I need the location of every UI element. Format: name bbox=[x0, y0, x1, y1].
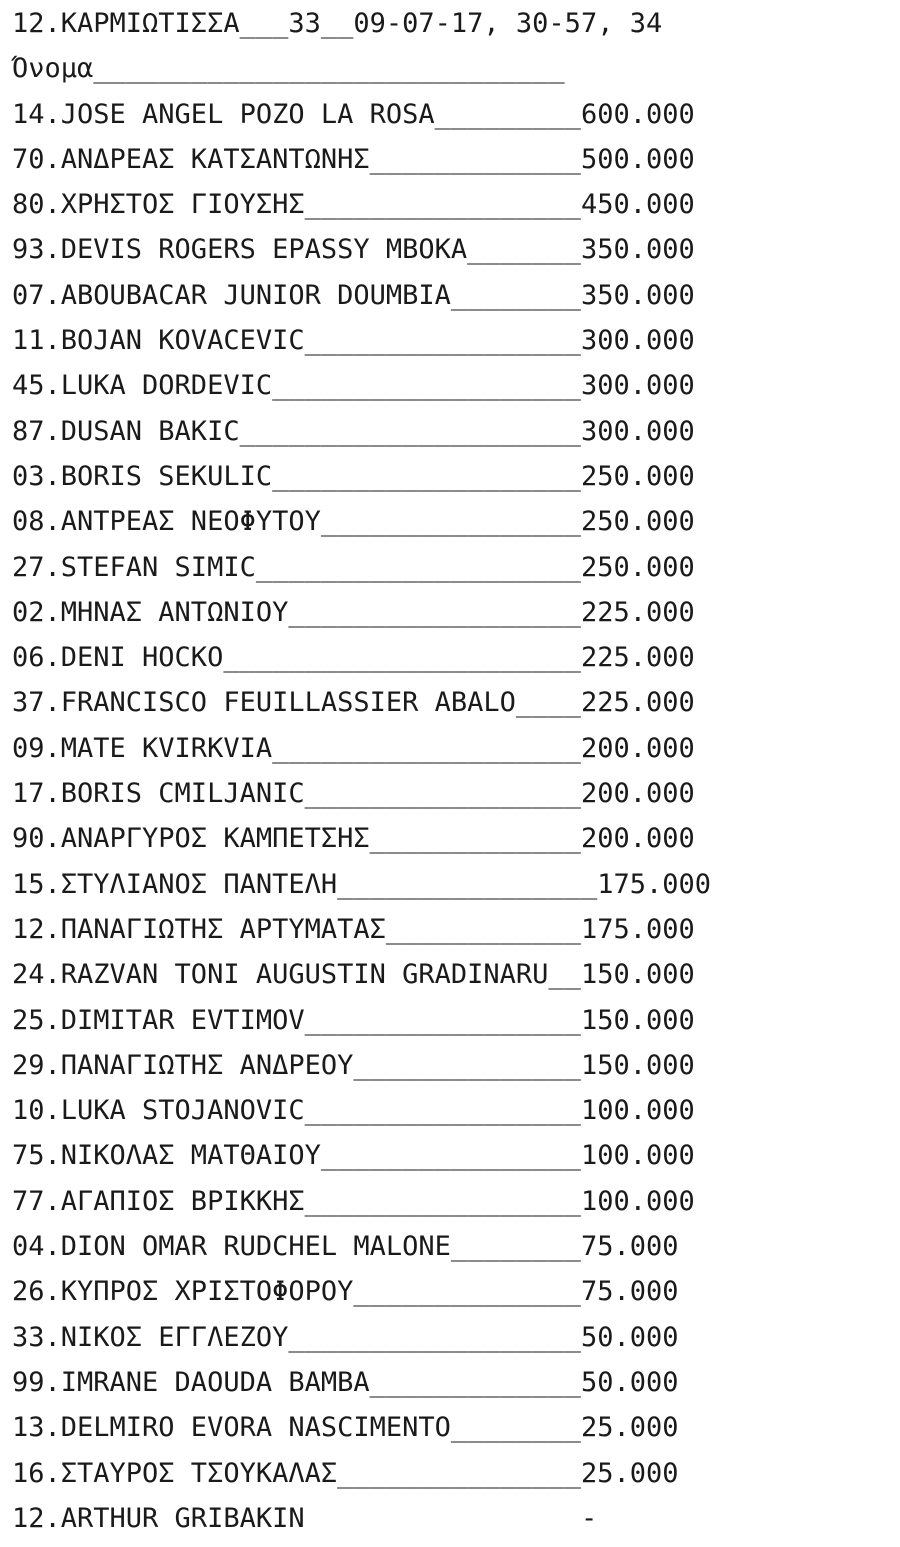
player-list bbox=[12, 92, 900, 1542]
list-item: 45.LUKA DORDEVIC___________________300.000 bbox=[12, 370, 695, 402]
document bbox=[0, 1, 900, 1547]
list-item: 93.DEVIS ROGERS EPASSY MBOKA_______350.000 bbox=[12, 234, 695, 266]
list-item: 13.DELMIRO EVORA NASCIMENTO________25.000 bbox=[12, 1412, 679, 1444]
list-item: 77.ΑΓΑΠΙΟΣ ΒΡΙΚΚΗΣ_________________100.000 bbox=[12, 1185, 695, 1217]
list-item: 02.ΜΗΝΑΣ ΑΝΤΩΝΙΟΥ__________________225.000 bbox=[12, 596, 695, 628]
list-item: 75.ΝΙΚΟΛΑΣ ΜΑΤΘΑΙΟΥ________________100.000 bbox=[12, 1140, 695, 1172]
list-item: 12.ΠΑΝΑΓΙΩΤΗΣ ΑΡΤΥΜΑΤΑΣ____________175.000 bbox=[12, 913, 695, 945]
list-item: 33.ΝΙΚΟΣ ΕΓΓΛΕΖΟΥ__________________50.000 bbox=[12, 1321, 679, 1353]
list-item: 15.ΣΤΥΛΙΑΝΟΣ ΠΑΝΤΕΛΗ________________175.000 bbox=[12, 868, 711, 900]
list-item: 14.JOSE ANGEL POZO LA ROSA_________600.000 bbox=[12, 98, 695, 130]
list-item: 10.LUKA STOJANOVIC_________________100.000 bbox=[12, 1095, 695, 1127]
list-item: 08.ΑΝΤΡΕΑΣ ΝΕΟΦΥΤΟΥ________________250.000 bbox=[12, 506, 695, 538]
list-item: 27.STEFAN SIMIC____________________250.000 bbox=[12, 551, 695, 583]
list-item: 70.ΑΝΔΡΕΑΣ ΚΑΤΣΑΝΤΩΝΗΣ_____________500.000 bbox=[12, 143, 695, 175]
list-item: 25.DIMITAR EVTIMOV_________________150.000 bbox=[12, 1004, 695, 1036]
list-item: 09.MATE KVIRKVIA___________________200.000 bbox=[12, 732, 695, 764]
title-line: 12.ΚΑΡΜΙΩΤΙΣΣΑ___33__09-07-17, 30-57, 34 bbox=[12, 8, 663, 39]
list-item: 29.ΠΑΝΑΓΙΩΤΗΣ ΑΝΔΡΕΟΥ______________150.000 bbox=[12, 1049, 695, 1081]
list-item: 07.ABOUBACAR JUNIOR DOUMBIA________350.000 bbox=[12, 279, 695, 311]
list-item: 24.RAZVAN TONI AUGUSTIN GRADINARU__150.000 bbox=[12, 959, 695, 991]
name-label-line: Όνομα_____________________________ bbox=[12, 53, 565, 85]
list-item: 16.ΣΤΑΥΡΟΣ ΤΣΟΥΚΑΛΑΣ_______________25.000 bbox=[12, 1457, 679, 1489]
list-item: 04.DION OMAR RUDCHEL MALONE________75.000 bbox=[12, 1231, 679, 1263]
list-item: 06.DENI HOCKO______________________225.000 bbox=[12, 642, 695, 674]
list-item: 37.FRANCISCO FEUILLASSIER ABALO____225.000 bbox=[12, 687, 695, 719]
list-item: 11.BOJAN KOVACEVIC_________________300.000 bbox=[12, 325, 695, 357]
list-item: 90.ΑΝΑΡΓΥΡΟΣ ΚΑΜΠΕΤΣΗΣ_____________200.000 bbox=[12, 823, 695, 855]
list-item: 17.BORIS CMILJANIC_________________200.000 bbox=[12, 778, 695, 810]
list-item: 80.ΧΡΗΣΤΟΣ ΓΙΟΥΣΗΣ_________________450.000 bbox=[12, 189, 695, 221]
list-item: 87.DUSAN BAKIC_____________________300.000 bbox=[12, 415, 695, 447]
list-item: 03.BORIS SEKULIC___________________250.000 bbox=[12, 460, 695, 492]
list-item: 99.IMRANE DAOUDA BAMBA_____________50.000 bbox=[12, 1366, 679, 1398]
list-item: 26.ΚΥΠΡΟΣ ΧΡΙΣΤΟΦΟΡΟΥ______________75.000 bbox=[12, 1276, 679, 1308]
list-item: 12.ARTHUR GRIBAKIN - bbox=[12, 1502, 598, 1534]
